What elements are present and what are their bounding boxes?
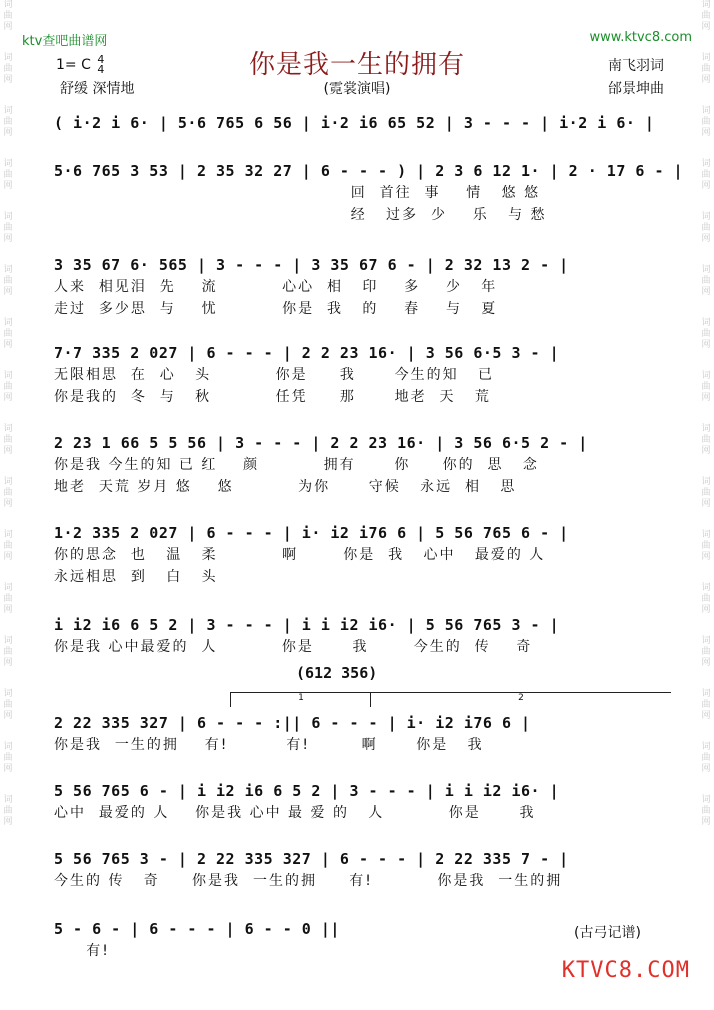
side-watermark-right: 词曲网 词曲网 词曲网 词曲网 词曲网 词曲网 词曲网 词曲网 词曲网 词曲网 词曲网 词曲网 词曲网 词曲网 词曲网 词曲网 (701, 0, 711, 827)
lyric-line-1: 你的思念 也 温 柔 啊 你是 我 心中 最爱的 人 (54, 547, 546, 563)
singer-credit: (霓裳演唱) (323, 81, 391, 97)
score-system-3 (54, 254, 672, 320)
site-url-right[interactable]: www.ktvc8.com (589, 30, 692, 45)
lyric-line-2: 走过 多少思 与 忧 你是 我 的 春 与 夏 (54, 301, 498, 317)
lyric-line-2: 地老 天荒 岁月 悠 悠 为你 守候 永远 相 思 (54, 479, 517, 495)
notation-line: 5 - 6 - | 6 - - - | 6 - - 0 || (54, 920, 340, 938)
key-label: 1= C (56, 57, 91, 73)
volta-1: 1 (230, 692, 371, 707)
volta-2: 2 (370, 692, 671, 707)
lyric-line-1: 心中 最爱的 人 你是我 心中 最 爱 的 人 你是 我 (54, 805, 536, 821)
time-top: 4 (97, 53, 105, 66)
notation-line: ( i·2 i 6· | 5·6 765 6 56 | i·2 i6 65 52 | 3 - - - | i·2 i 6· | (54, 114, 655, 132)
score-system-5 (54, 432, 672, 498)
lyric-line-1: 回 首往 事 情 悠 悠 (54, 185, 541, 201)
key-signature (56, 55, 104, 75)
lyric-line-2: 永远相思 到 白 头 (54, 569, 218, 585)
lyric-line-2: 经 过多 少 乐 与 愁 (54, 207, 547, 223)
notation-line: 1·2 335 2 027 | 6 - - - | i· i2 i76 6 | 5 56 765 6 - | (54, 524, 569, 542)
score-system-1 (54, 112, 672, 134)
notation-line: 2 22 335 327 | 6 - - - :|| 6 - - - | i· i2 i76 6 | (54, 714, 531, 732)
score-system-9 (54, 780, 672, 824)
score-system-8 (54, 712, 672, 756)
interlude-notation: (612 356) (296, 664, 378, 682)
logo-text: KTVC8.COM (561, 958, 690, 983)
notation-line: 3 35 67 6· 565 | 3 - - - | 3 35 67 6 - | 2 32 13 2 - | (54, 256, 569, 274)
score-system-7 (54, 614, 672, 658)
score-system-2 (54, 160, 684, 226)
transcriber-credit: (古弓记谱) (574, 925, 641, 941)
lyric-line-1: 人来 相见泪 先 流 心心 相 印 多 少 年 (54, 279, 498, 295)
lyric-line-1: 今生的 传 奇 你是我 一生的拥 有! 你是我 一生的拥 (54, 873, 563, 889)
score-system-6 (54, 522, 672, 588)
side-watermark-left: 词曲网 词曲网 词曲网 词曲网 词曲网 词曲网 词曲网 词曲网 词曲网 词曲网 词曲网 词曲网 词曲网 词曲网 词曲网 词曲网 (3, 0, 13, 827)
notation-line: 5 56 765 6 - | i i2 i6 6 5 2 | 3 - - - | i i i2 i6· | (54, 782, 560, 800)
notation-line: 5·6 765 3 53 | 2 35 32 27 | 6 - - - ) | 2 3 6 12 1· | 2 · 17 6 - | (54, 162, 684, 180)
notation-line: 5 56 765 3 - | 2 22 335 327 | 6 - - - | 2 22 335 7 - | (54, 850, 569, 868)
notation-line: 7·7 335 2 027 | 6 - - - | 2 2 23 16· | 3 56 6·5 3 - | (54, 344, 560, 362)
lyric-line-1: 你是我 一生的拥 有! 有! 啊 你是 我 (54, 737, 484, 753)
score-system-4 (54, 342, 672, 408)
volta-brackets (230, 692, 672, 712)
notation-line: 2 23 1 66 5 5 56 | 3 - - - | 2 2 23 16· | 3 56 6·5 2 - | (54, 434, 588, 452)
lyric-line-1: 有! (54, 943, 110, 959)
time-bottom: 4 (97, 63, 105, 76)
site-logo[interactable] (562, 958, 690, 983)
song-title: 你是我一生的拥有 (248, 50, 465, 80)
lyric-line-1: 你是我 今生的知 已 红 颜 拥有 你 你的 思 念 (54, 457, 539, 473)
lyric-line-1: 你是我 心中最爱的 人 你是 我 今生的 传 奇 (54, 639, 533, 655)
lyric-line-2: 你是我的 冬 与 秋 任凭 那 地老 天 荒 (54, 389, 491, 405)
site-name-left[interactable]: ktv查吧曲谱网 (22, 34, 108, 49)
score-system-10 (54, 848, 672, 892)
composer: 邰景坤曲 (608, 81, 664, 97)
time-signature (97, 55, 104, 75)
notation-line: i i2 i6 6 5 2 | 3 - - - | i i i2 i6· | 5 56 765 3 - | (54, 616, 560, 634)
lyricist: 南飞羽词 (608, 58, 664, 74)
lyric-line-1: 无限相思 在 心 头 你是 我 今生的知 已 (54, 367, 494, 383)
tempo-style: 舒缓 深情地 (60, 81, 135, 97)
